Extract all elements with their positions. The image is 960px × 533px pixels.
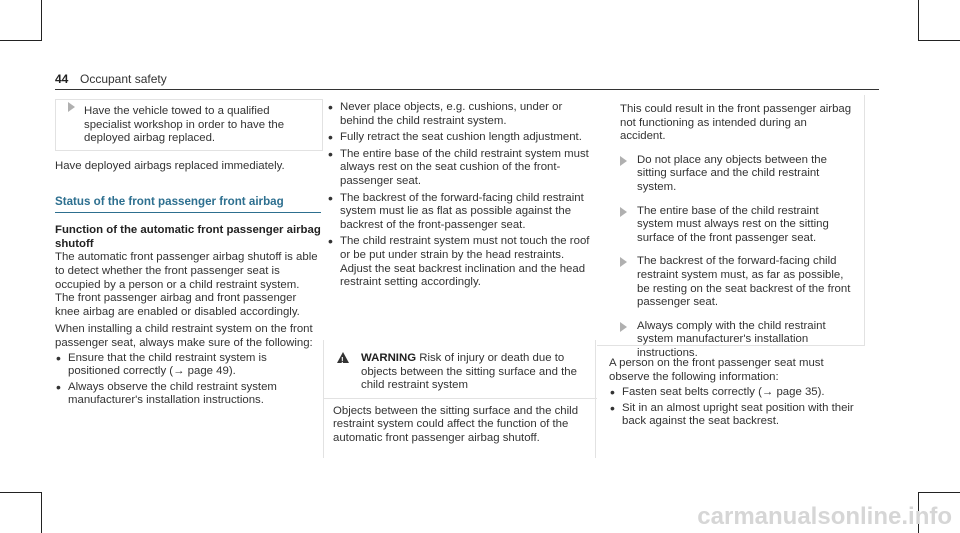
warning-label: WARNING — [361, 352, 417, 364]
arrow-item-text: Have the vehicle towed to a qualified specialist workshop in order to have the deployed airbag replaced. — [84, 105, 285, 145]
crop-mark — [0, 492, 42, 493]
warning-header — [329, 352, 591, 393]
list-item: • The backrest of the forward-facing child restraint system must lie as flat as possible against the backrest of the front-passenger seat. — [327, 192, 593, 233]
info-box-content — [597, 95, 864, 361]
middle-column — [327, 101, 593, 290]
arrow-item-text: Always comply with the child restraint system manufacturer's installation instructions. — [637, 319, 826, 359]
header-rule — [55, 89, 879, 90]
info-intro: This could result in the front passenger airbag not functioning as intended during an accident. — [620, 103, 852, 143]
arrow-item — [620, 320, 854, 361]
section-title: Occupant safety — [80, 72, 167, 86]
arrow-item — [56, 100, 322, 146]
list-item: • Always observe the child restraint system manufacturer's installation instructions. — [55, 381, 321, 408]
arrow-icon — [68, 102, 75, 112]
arrow-item — [620, 205, 854, 246]
list-item: • The entire base of the child restraint system must always rest on the seat cushion of the front-passenger seat. — [327, 148, 593, 189]
list-item: • Fully retract the seat cushion length adjustment. — [327, 131, 593, 145]
arrow-icon — [620, 156, 627, 166]
warning-body: Objects between the sitting surface and the child restraint system could affect the function of the automatic front passenger airbag shutoff. — [333, 404, 579, 444]
arrow-item-text: The entire base of the child restraint system must always rest on the sitting surface of the front passenger seat. — [637, 204, 829, 244]
crop-mark — [41, 0, 42, 41]
warning-divider — [323, 398, 597, 399]
function-paragraph: The automatic front passenger airbag shutoff is able to detect whether the front passenger seat is occupied by a person or a child restraint system. The front passenger airbag and front passenger knee airbag are enabled or disabled accordingly. — [55, 251, 318, 318]
left-column — [55, 160, 321, 408]
status-heading: Status of the front passenger front airbag — [55, 194, 284, 208]
status-heading-block — [55, 195, 321, 214]
heading-underline — [55, 212, 321, 213]
watermark: carmanualsonline.info — [697, 503, 952, 530]
person-paragraph: A person on the front passenger seat must observe the following information: — [609, 357, 824, 383]
installing-paragraph: When installing a child restraint system on the front passenger seat, always make sure of the following: — [55, 323, 313, 349]
crop-mark — [41, 492, 42, 533]
list-item: • Ensure that the child restraint system is positioned correctly (→ page 49). — [55, 352, 321, 379]
list-item: • Never place objects, e.g. cushions, under or behind the child restraint system. — [327, 101, 593, 128]
info-box — [597, 95, 865, 359]
crop-mark — [918, 0, 919, 41]
warning-right-border — [595, 340, 596, 458]
deployed-airbag-text: Have deployed airbags replaced immediately. — [55, 160, 285, 172]
crop-mark — [918, 40, 960, 41]
crop-mark — [918, 492, 960, 493]
arrow-icon — [620, 322, 627, 332]
arrow-icon — [620, 207, 627, 217]
list-item: • Fasten seat belts correctly (→ page 35). — [609, 386, 865, 400]
warning-block — [329, 352, 591, 446]
warning-title: Risk of injury or death due to objects between the sitting surface and the child restraint system — [361, 352, 577, 392]
warning-left-border — [323, 340, 324, 458]
page-number: 44 — [55, 72, 69, 86]
arrow-item — [620, 255, 854, 309]
arrow-item — [620, 154, 854, 195]
list-item: • Sit in an almost upright seat position with their back against the seat backrest. — [609, 402, 865, 429]
arrow-item-text: The backrest of the forward-facing child restraint system must, as far as possible, be resting on the seat backrest of the front passenger seat. — [637, 255, 851, 309]
tow-instruction-box — [55, 99, 323, 151]
arrow-item-text: Do not place any objects between the sitting surface and the child restraint system. — [637, 153, 827, 193]
warning-triangle-icon: ! — [337, 352, 349, 363]
right-column-lower — [609, 357, 865, 429]
crop-mark — [0, 40, 42, 41]
list-item: • The child restraint system must not touch the roof or be put under strain by the head restraints. Adjust the seat backrest inclination and the head restraint setting accordingly. — [327, 235, 593, 289]
arrow-icon — [620, 257, 627, 267]
function-subheading: Function of the automatic front passenger airbag shutoff — [55, 224, 321, 250]
